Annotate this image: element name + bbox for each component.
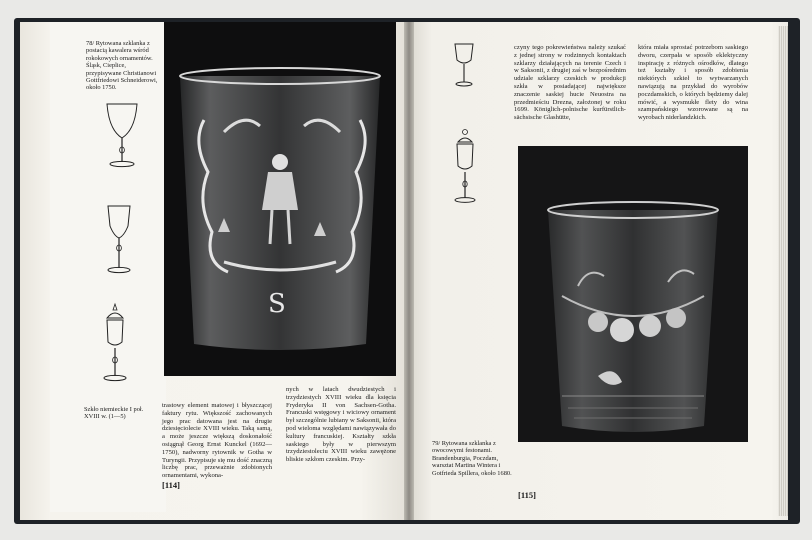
margin-note: Szkło niemieckie I poł. XVIII w. (1—5) — [84, 406, 144, 421]
caption-78: 78/ Rytowana szklanka z postacią kawalera wśród rokokowych ornamentów. Śląsk, Cieplice, przypisywane Christianowi Gottfriedowi Schneiderowi, około 1750. — [86, 40, 158, 92]
left-text-column-1: trastowy element matowej i błyszczącej faktury rytu. Większość zachowanych jego prac datowana jest na drugie dziesięciolecie XVIII wieku. Taką samą, a może jeszcze większą doskonałość osiągnął Georg Ernst Kunckel (1692—1750), nadworny rytownik w Gotha w Turyngii. Przypisuje się mu dość znaczną liczbę prac, przeważnie zdobionych ornamentami, wykona- — [162, 402, 272, 480]
small-glass-icon — [452, 42, 476, 88]
page-number-left: [114] — [162, 480, 180, 490]
wine-glass-icon — [104, 100, 140, 172]
tall-lidded-goblet-icon — [452, 128, 478, 206]
right-text-column-1: czyny tego pokrewieństwa należy szukać z jednej strony w rodzinnych kontaktach szklarzy działających na terenie Czech i w Saksonii, z drugiej zaś w bezpośrednim udziale szklarzy czeskich w produkcji szkła w posiadającej największe znaczenie saskiej hucie Neuostra na przedmieściu Drezna, założonej w roku 1699. Königlich-polnische kurfürstlich-sächsische Glashütte, — [514, 44, 626, 122]
goblet-icon — [104, 204, 134, 276]
covered-goblet-icon — [100, 302, 130, 384]
page-number-right: [115] — [518, 490, 536, 500]
left-text-column-2: nych w latach dwudziestych i trzydziestych XVIII wieku dla księcia Fryderyka II von Sachsen-Gotha. Francuski wstęgowy i wiciowy ornament był szczególnie lubiany w Saksonii, która pod wieloma względami nawiązywała do kultury francuskiej. Kształty szkła saskiego były w pierwszym trzydziestoleciu XVIII wieku zawężone bliskie szkłom czeskim. Przy- — [286, 386, 396, 464]
fruit-festoon-glass-photo — [518, 146, 748, 442]
page-edges — [778, 26, 788, 516]
svg-text:S: S — [268, 289, 286, 319]
book-gutter — [404, 22, 414, 520]
caption-79: 79/ Rytowana szklanka z owocowymi festonami. Brandenburgia, Poczdam, warsztat Martina Wintera i Gotfrieda Spillera, około 1680. — [432, 440, 512, 477]
engraved-glass-photo — [164, 22, 396, 376]
right-text-column-2: która miała sprostać potrzebom saskiego dworu, czerpała w sposób eklektyczny inspirację z różnych ośrodków, dlatego też kształty i sposób zdobienia niektórych szkieł to wytwarzanych nawiązują na przykład do wyrobów poczdamskich, o których będziemy dalej mówić, a wysmukłe flety do wina szampańskiego wzorowane są na wyrobach niderlandzkich. — [638, 44, 748, 122]
